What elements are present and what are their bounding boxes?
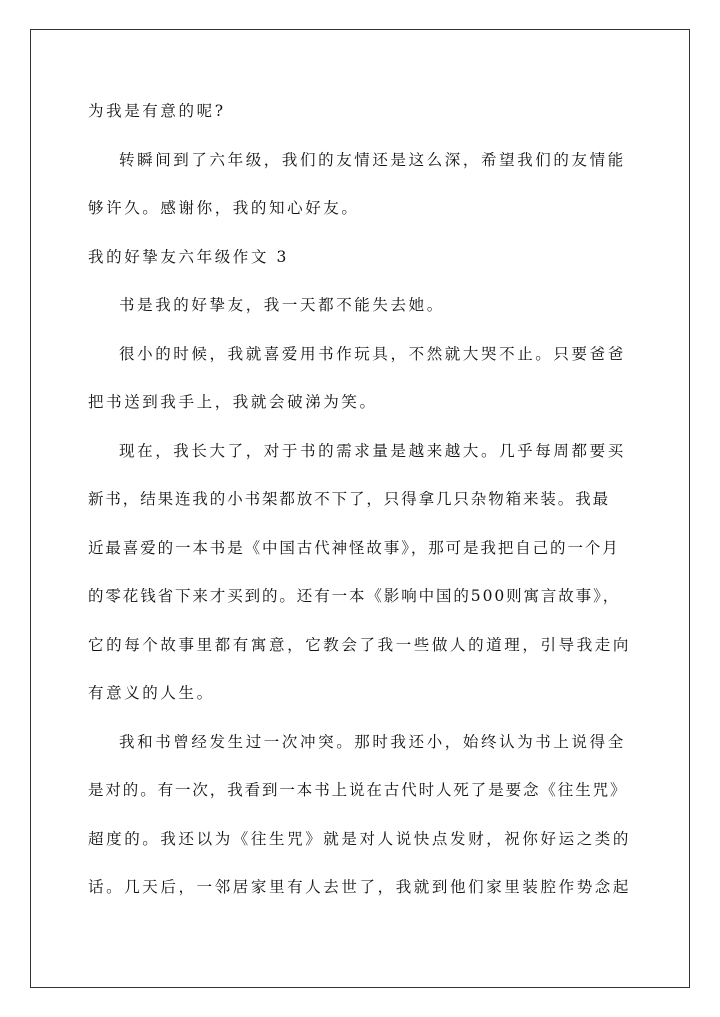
text-line-2: 转瞬间到了六年级，我们的友情还是这么深，希望我们的友情能	[119, 150, 626, 169]
document-body	[88, 96, 636, 921]
text-line-13: 有意义的人生。	[88, 684, 215, 702]
text-line-9: 新书，结果连我的小书架都放不下了，只得拿几只杂物箱来装。我最	[88, 490, 611, 508]
text-line-15: 是对的。有一次，我看到一本书上说在古代时人死了是要念《往生咒》	[88, 781, 628, 799]
text-line-11: 的零花钱省下来才买到的。还有一本《影响中国的500则寓言故事》，	[88, 587, 621, 605]
text-line-10: 近最喜爱的一本书是《中国古代神怪故事》，那可是我把自己的一个月	[88, 538, 620, 557]
text-line-14: 我和书曾经发生过一次冲突。那时我还小，始终认为书上说得全	[119, 732, 626, 751]
text-line-3: 够许久。感谢你，我的知心好友。	[88, 199, 360, 217]
text-line-12: 它的每个故事里都有寓意，它教会了我一些做人的道理，引导我走向	[88, 635, 632, 654]
text-line-8: 现在，我长大了，对于书的需求量是越来越大。几乎每周都要买	[119, 441, 626, 460]
text-line-7: 把书送到我手上，我就会破涕为笑。	[88, 393, 378, 411]
text-line-17: 话。几天后，一邻居家里有人去世了，我就到他们家里装腔作势念起	[88, 878, 632, 896]
text-line-6: 很小的时候，我就喜爱用书作玩具，不然就大哭不止。只要爸爸	[119, 344, 626, 363]
text-line-5: 书是我的好挚友，我一天都不能失去她。	[119, 296, 445, 314]
text-line-16: 超度的。我还以为《往生咒》就是对人说快点发财，祝你好运之类的	[88, 829, 632, 848]
text-line-1: 为我是有意的呢?	[88, 102, 226, 120]
section-heading: 我的好挚友六年级作文 3	[88, 247, 289, 266]
